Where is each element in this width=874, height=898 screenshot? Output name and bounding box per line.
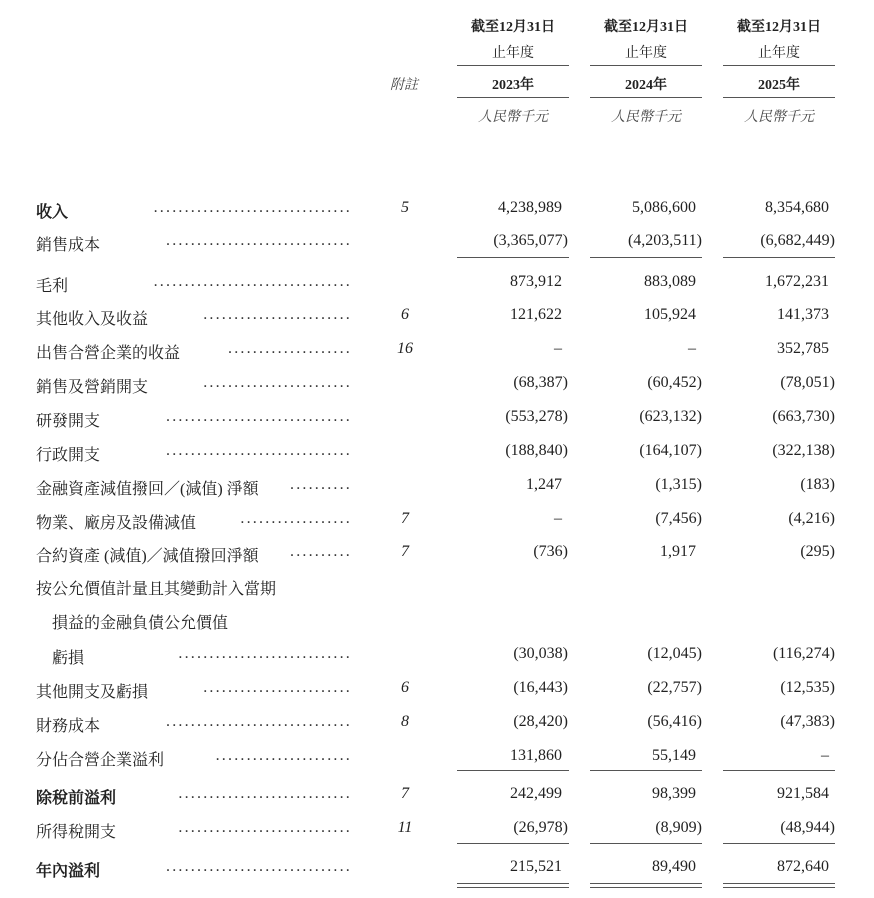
cell-value-2024: (22,757)	[647, 679, 702, 696]
leader-dots: ..................	[240, 510, 352, 527]
table-row	[0, 510, 874, 536]
table-row	[0, 232, 874, 258]
note-ref: 11	[397, 819, 413, 836]
header-rule	[723, 97, 835, 98]
leader-dots: ..........	[290, 476, 352, 493]
table-row	[0, 543, 874, 569]
leader-dots: ..............................	[166, 858, 352, 875]
cell-value-2025: (47,383)	[780, 713, 835, 730]
row-label: 銷售及營銷開支	[36, 379, 149, 396]
total-double-rule	[457, 883, 569, 888]
leader-dots: ............................	[178, 785, 352, 802]
cell-value-2024: (164,107)	[639, 442, 702, 459]
note-ref: 16	[397, 340, 413, 357]
row-label: 虧損	[52, 650, 85, 667]
cell-value-2023: –	[554, 510, 562, 527]
subtotal-rule	[457, 770, 569, 771]
cell-value-2025: (4,216)	[788, 510, 835, 527]
cell-value-2025: (6,682,449)	[760, 232, 835, 249]
leader-dots: ..............................	[166, 713, 352, 730]
row-label: 除稅前溢利	[36, 790, 117, 807]
period-label-2: 止年度	[758, 46, 800, 61]
cell-value-2025: (183)	[800, 476, 835, 493]
cell-value-2024: 5,086,600	[632, 199, 696, 216]
cell-value-2025: 8,354,680	[765, 199, 829, 216]
leader-dots: ................................	[153, 273, 352, 290]
cell-value-2025: (116,274)	[772, 645, 835, 662]
row-label: 按公允價值計量且其變動計入當期	[36, 581, 277, 598]
leader-dots: ..............................	[166, 442, 352, 459]
table-row	[0, 576, 874, 602]
table-row	[0, 306, 874, 332]
leader-dots: ......................	[215, 747, 352, 764]
cell-value-2025: 141,373	[777, 306, 829, 323]
note-ref: 7	[401, 543, 409, 560]
year-label: 2025年	[758, 78, 800, 93]
note-ref: 7	[401, 785, 409, 802]
row-label: 財務成本	[36, 718, 101, 735]
cell-value-2025: 1,672,231	[765, 273, 829, 290]
subtotal-rule	[590, 770, 702, 771]
cell-value-2024: (1,315)	[655, 476, 702, 493]
cell-value-2025: 921,584	[777, 785, 829, 802]
period-label: 截至12月31日	[737, 20, 821, 35]
row-label: 行政開支	[36, 447, 101, 464]
note-ref: 7	[401, 510, 409, 527]
row-label: 收入	[36, 204, 69, 221]
header-rule	[457, 65, 569, 66]
cell-value-2023: 1,247	[526, 476, 562, 493]
cell-value-2023: 4,238,989	[498, 199, 562, 216]
cell-value-2023: (188,840)	[505, 442, 568, 459]
cell-value-2023: 873,912	[510, 273, 562, 290]
header-rule	[723, 65, 835, 66]
table-row	[0, 408, 874, 434]
table-row	[0, 785, 874, 811]
period-label: 截至12月31日	[604, 20, 688, 35]
leader-dots: ..............................	[166, 408, 352, 425]
year-label: 2023年	[492, 78, 534, 93]
table-row	[0, 858, 874, 884]
leader-dots: ..........	[290, 543, 352, 560]
note-column-header: 附註	[390, 78, 418, 93]
subtotal-rule	[590, 843, 702, 844]
row-label: 研發開支	[36, 413, 101, 430]
cell-value-2023: (68,387)	[513, 374, 568, 391]
subtotal-rule	[723, 843, 835, 844]
cell-value-2024: (7,456)	[655, 510, 702, 527]
row-label: 所得稅開支	[36, 824, 117, 841]
row-label: 出售合營企業的收益	[36, 345, 181, 362]
cell-value-2023: –	[554, 340, 562, 357]
cell-value-2023: (3,365,077)	[493, 232, 568, 249]
total-double-rule	[590, 883, 702, 888]
row-label: 損益的金融負債公允價值	[52, 615, 229, 632]
leader-dots: ............................	[178, 819, 352, 836]
cell-value-2023: 215,521	[510, 858, 562, 875]
cell-value-2025: (48,944)	[780, 819, 835, 836]
table-row	[0, 679, 874, 705]
table-row	[0, 273, 874, 299]
cell-value-2024: 1,917	[660, 543, 696, 560]
note-ref: 5	[401, 199, 409, 216]
unit-label: 人民幣千元	[611, 110, 681, 125]
row-label: 物業、廠房及設備減值	[36, 515, 197, 532]
row-label: 其他開支及虧損	[36, 684, 149, 701]
subtotal-rule	[723, 770, 835, 771]
cell-value-2024: –	[688, 340, 696, 357]
cell-value-2024: (60,452)	[647, 374, 702, 391]
subtotal-rule	[457, 257, 569, 258]
cell-value-2024: (623,132)	[639, 408, 702, 425]
cell-value-2023: 242,499	[510, 785, 562, 802]
table-row	[0, 476, 874, 502]
subtotal-rule	[457, 843, 569, 844]
cell-value-2024: (8,909)	[655, 819, 702, 836]
period-label-2: 止年度	[492, 46, 534, 61]
cell-value-2023: (736)	[533, 543, 568, 560]
leader-dots: ..............................	[166, 232, 352, 249]
cell-value-2024: 98,399	[652, 785, 696, 802]
table-row	[0, 374, 874, 400]
cell-value-2025: (295)	[800, 543, 835, 560]
subtotal-rule	[723, 257, 835, 258]
cell-value-2024: 55,149	[652, 747, 696, 764]
cell-value-2023: (30,038)	[513, 645, 568, 662]
cell-value-2024: 105,924	[644, 306, 696, 323]
unit-label: 人民幣千元	[744, 110, 814, 125]
header-rule	[590, 65, 702, 66]
table-row	[0, 199, 874, 225]
row-label: 年內溢利	[36, 863, 101, 880]
table-row	[0, 340, 874, 366]
cell-value-2025: (78,051)	[780, 374, 835, 391]
table-row	[0, 442, 874, 468]
leader-dots: ........................	[203, 306, 352, 323]
note-ref: 6	[401, 306, 409, 323]
cell-value-2023: 121,622	[510, 306, 562, 323]
cell-value-2023: 131,860	[510, 747, 562, 764]
cell-value-2025: (322,138)	[772, 442, 835, 459]
cell-value-2025: (12,535)	[780, 679, 835, 696]
cell-value-2025: –	[821, 747, 829, 764]
header-rule	[590, 97, 702, 98]
cell-value-2023: (16,443)	[513, 679, 568, 696]
row-label: 其他收入及收益	[36, 311, 149, 328]
cell-value-2024: 883,089	[644, 273, 696, 290]
row-label: 金融資產減值撥回／(減值) 淨額	[36, 481, 259, 498]
cell-value-2024: (56,416)	[647, 713, 702, 730]
cell-value-2023: (26,978)	[513, 819, 568, 836]
year-label: 2024年	[625, 78, 667, 93]
cell-value-2024: (4,203,511)	[627, 232, 702, 249]
table-row	[0, 645, 874, 671]
cell-value-2024: (12,045)	[647, 645, 702, 662]
leader-dots: ............................	[178, 645, 352, 662]
table-row	[0, 819, 874, 845]
table-row	[0, 713, 874, 739]
row-label: 銷售成本	[36, 237, 101, 254]
row-label: 毛利	[36, 278, 69, 295]
cell-value-2023: (28,420)	[513, 713, 568, 730]
subtotal-rule	[590, 257, 702, 258]
leader-dots: ........................	[203, 679, 352, 696]
row-label: 分佔合營企業溢利	[36, 752, 165, 769]
period-label-2: 止年度	[625, 46, 667, 61]
unit-label: 人民幣千元	[478, 110, 548, 125]
cell-value-2023: (553,278)	[505, 408, 568, 425]
table-row	[0, 610, 874, 636]
total-double-rule	[723, 883, 835, 888]
leader-dots: ................................	[153, 199, 352, 216]
cell-value-2025: 352,785	[777, 340, 829, 357]
row-label: 合約資產 (減值)／減值撥回淨額	[36, 548, 259, 565]
leader-dots: ....................	[228, 340, 352, 357]
note-ref: 8	[401, 713, 409, 730]
leader-dots: ........................	[203, 374, 352, 391]
cell-value-2025: (663,730)	[772, 408, 835, 425]
header-rule	[457, 97, 569, 98]
period-label: 截至12月31日	[471, 20, 555, 35]
cell-value-2025: 872,640	[777, 858, 829, 875]
note-ref: 6	[401, 679, 409, 696]
cell-value-2024: 89,490	[652, 858, 696, 875]
